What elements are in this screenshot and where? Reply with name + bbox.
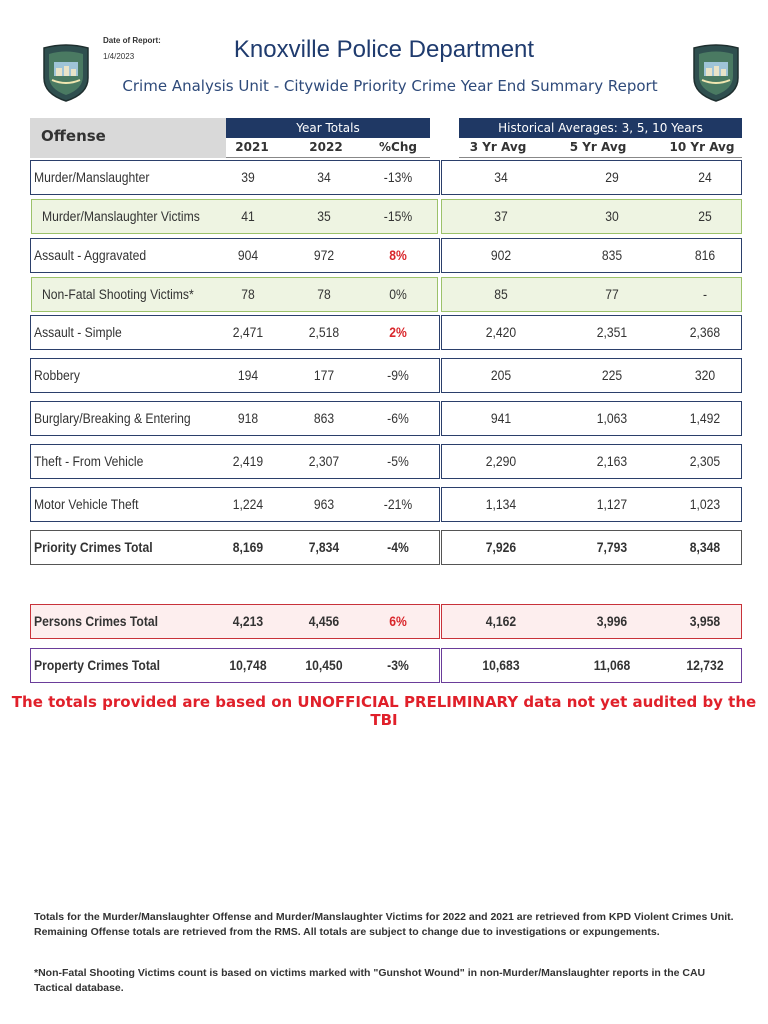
- value-5yr-avg: 77: [605, 287, 619, 302]
- value-2021: 4,213: [232, 614, 264, 629]
- report-date-label: Date of Report:: [103, 36, 161, 45]
- value-2022: 7,834: [308, 540, 340, 555]
- offense-label: Burglary/Breaking & Entering: [34, 411, 191, 426]
- value-10yr-avg: 25: [698, 209, 712, 224]
- value-5yr-avg: 835: [601, 248, 623, 263]
- table-row: [0, 315, 768, 350]
- value-10yr-avg: 24: [698, 170, 712, 185]
- col-2021-header: 2021: [235, 140, 269, 154]
- table-row: [0, 358, 768, 393]
- value-10yr-avg: 1,023: [689, 497, 721, 512]
- page-subtitle: Crime Analysis Unit - Citywide Priority Crime Year End Summary Report: [122, 77, 658, 95]
- value-3yr-avg: 85: [494, 287, 508, 302]
- value-2022: 963: [313, 497, 335, 512]
- value-10yr-avg: -: [702, 287, 708, 302]
- offense-column-header: [30, 118, 226, 158]
- value-pct-change: 0%: [389, 287, 407, 302]
- value-3yr-avg: 941: [490, 411, 512, 426]
- offense-label: Non-Fatal Shooting Victims*: [42, 287, 194, 302]
- value-pct-change: -13%: [383, 170, 413, 185]
- value-10yr-avg: 12,732: [686, 658, 724, 673]
- value-3yr-avg: 205: [490, 368, 512, 383]
- col-pct-change-header: %Chg: [379, 140, 417, 154]
- value-5yr-avg: 2,351: [596, 325, 628, 340]
- value-3yr-avg: 37: [494, 209, 508, 224]
- value-2022: 34: [317, 170, 331, 185]
- value-2022: 10,450: [305, 658, 343, 673]
- offense-label: Murder/Manslaughter Victims: [42, 209, 200, 224]
- value-10yr-avg: 1,492: [689, 411, 721, 426]
- value-2021: 8,169: [232, 540, 264, 555]
- offense-label: Assault - Aggravated: [34, 248, 147, 263]
- table-row: [0, 648, 768, 683]
- value-3yr-avg: 34: [494, 170, 508, 185]
- value-2021: 41: [241, 209, 255, 224]
- value-10yr-avg: 816: [694, 248, 716, 263]
- value-10yr-avg: 2,368: [689, 325, 721, 340]
- value-10yr-avg: 3,958: [689, 614, 721, 629]
- col-3yr-header: 3 Yr Avg: [469, 140, 527, 154]
- value-2022: 177: [313, 368, 335, 383]
- value-5yr-avg: 3,996: [596, 614, 628, 629]
- table-row: [0, 238, 768, 273]
- value-pct-change: -15%: [383, 209, 413, 224]
- value-3yr-avg: 902: [490, 248, 512, 263]
- value-3yr-avg: 4,162: [485, 614, 517, 629]
- offense-label: Priority Crimes Total: [34, 540, 153, 555]
- table-row: [0, 401, 768, 436]
- offense-label: Persons Crimes Total: [34, 614, 159, 629]
- col-2022-header: 2022: [309, 140, 343, 154]
- value-5yr-avg: 2,163: [596, 454, 628, 469]
- value-2021: 904: [237, 248, 259, 263]
- value-pct-change: 6%: [389, 614, 407, 629]
- value-3yr-avg: 2,420: [485, 325, 517, 340]
- value-2021: 78: [241, 287, 255, 302]
- historical-averages-header: Historical Averages: 3, 5, 10 Years: [459, 118, 742, 138]
- unofficial-data-notice: The totals provided are based on UNOFFICIAL PRELIMINARY data not yet audited by the TBI: [11, 693, 757, 729]
- value-2021: 39: [241, 170, 255, 185]
- table-row: [0, 160, 768, 195]
- value-2022: 863: [313, 411, 335, 426]
- value-pct-change: -5%: [387, 454, 409, 469]
- value-2022: 2,307: [308, 454, 340, 469]
- value-2021: 10,748: [229, 658, 267, 673]
- offense-header-label: Offense: [41, 127, 106, 145]
- table-row: [0, 277, 768, 312]
- value-pct-change: -21%: [383, 497, 413, 512]
- offense-label: Murder/Manslaughter: [34, 170, 150, 185]
- value-3yr-avg: 1,134: [485, 497, 517, 512]
- historical-rule: [459, 157, 742, 158]
- year-totals-header: Year Totals: [226, 118, 430, 138]
- value-2021: 918: [237, 411, 259, 426]
- value-5yr-avg: 11,068: [593, 658, 631, 673]
- value-2022: 4,456: [308, 614, 340, 629]
- value-2022: 35: [317, 209, 331, 224]
- report-date-value: 1/4/2023: [103, 52, 135, 61]
- value-10yr-avg: 320: [694, 368, 716, 383]
- offense-label: Theft - From Vehicle: [34, 454, 144, 469]
- value-2022: 2,518: [308, 325, 340, 340]
- value-5yr-avg: 7,793: [596, 540, 628, 555]
- table-row: [0, 444, 768, 479]
- footnote-sources: Totals for the Murder/Manslaughter Offense and Murder/Manslaughter Victims for 2022 and 2021 are retrieved from KPD Violent Crimes Unit. Remaining Offense totals are retrieved from the RMS. All totals are subject to change due to investigations or expungements.: [34, 911, 734, 938]
- col-10yr-header: 10 Yr Avg: [669, 140, 735, 154]
- offense-label: Motor Vehicle Theft: [34, 497, 139, 512]
- offense-label: Assault - Simple: [34, 325, 122, 340]
- value-5yr-avg: 29: [605, 170, 619, 185]
- value-5yr-avg: 225: [601, 368, 623, 383]
- value-5yr-avg: 1,063: [596, 411, 628, 426]
- value-2021: 194: [237, 368, 259, 383]
- value-pct-change: -6%: [387, 411, 409, 426]
- value-10yr-avg: 8,348: [689, 540, 721, 555]
- offense-label: Robbery: [34, 368, 80, 383]
- value-pct-change: -3%: [387, 658, 409, 673]
- value-3yr-avg: 2,290: [485, 454, 517, 469]
- value-5yr-avg: 1,127: [596, 497, 628, 512]
- value-2021: 1,224: [232, 497, 264, 512]
- footnote-shooting-victims: *Non-Fatal Shooting Victims count is based on victims marked with "Gunshot Wound" in non-Murder/Manslaughter reports in the CAU Tactical database.: [34, 967, 706, 994]
- value-3yr-avg: 7,926: [485, 540, 517, 555]
- table-row: [0, 604, 768, 639]
- value-2021: 2,471: [232, 325, 264, 340]
- value-pct-change: -9%: [387, 368, 409, 383]
- value-pct-change: 2%: [389, 325, 407, 340]
- offense-label: Property Crimes Total: [34, 658, 161, 673]
- value-5yr-avg: 30: [605, 209, 619, 224]
- value-pct-change: 8%: [389, 248, 407, 263]
- value-2022: 78: [317, 287, 331, 302]
- value-2022: 972: [313, 248, 335, 263]
- year-totals-rule: [226, 157, 430, 158]
- value-2021: 2,419: [232, 454, 264, 469]
- value-3yr-avg: 10,683: [482, 658, 520, 673]
- table-row: [0, 199, 768, 234]
- table-row: [0, 487, 768, 522]
- page-title: Knoxville Police Department: [233, 36, 535, 63]
- table-row: [0, 530, 768, 565]
- col-5yr-header: 5 Yr Avg: [569, 140, 627, 154]
- value-pct-change: -4%: [387, 540, 409, 555]
- value-10yr-avg: 2,305: [689, 454, 721, 469]
